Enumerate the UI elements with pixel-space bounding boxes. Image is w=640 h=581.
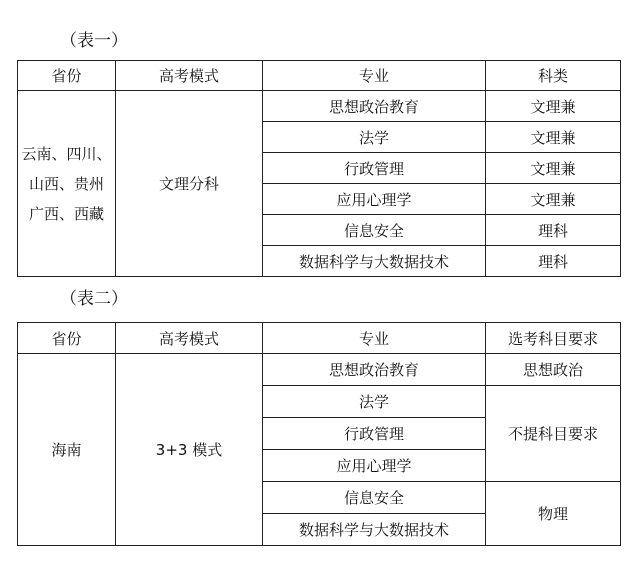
header-major: 专业 — [263, 61, 486, 91]
major-cell: 法学 — [263, 122, 486, 153]
province-line: 广西、西藏 — [28, 204, 104, 223]
category-cell: 文理兼 — [486, 153, 621, 184]
requirement-cell: 思想政治 — [486, 354, 621, 386]
table1-caption: （表一） — [60, 31, 128, 51]
header-province: 省份 — [18, 323, 116, 354]
table1 — [17, 60, 621, 277]
major-cell: 法学 — [263, 386, 486, 418]
major-cell: 行政管理 — [263, 153, 486, 184]
requirement-cell: 不提科目要求 — [486, 386, 621, 482]
exam-mode-cell: 文理分科 — [116, 91, 263, 277]
major-cell: 应用心理学 — [263, 184, 486, 215]
header-exam-mode: 高考模式 — [116, 323, 263, 354]
major-cell: 信息安全 — [263, 215, 486, 246]
major-cell: 行政管理 — [263, 418, 486, 450]
category-cell: 理科 — [486, 246, 621, 277]
major-cell: 思想政治教育 — [263, 91, 486, 122]
header-major: 专业 — [263, 323, 486, 354]
province-cell: 海南 — [18, 354, 116, 546]
province-line: 云南、四川、 — [21, 144, 112, 163]
category-cell: 文理兼 — [486, 184, 621, 215]
header-subject-requirement: 选考科目要求 — [486, 323, 621, 354]
table2-header-row — [18, 323, 621, 354]
province-line: 山西、贵州 — [28, 174, 104, 193]
table-row — [18, 354, 621, 386]
major-cell: 信息安全 — [263, 482, 486, 514]
category-cell: 理科 — [486, 215, 621, 246]
table2 — [17, 322, 621, 546]
major-cell: 应用心理学 — [263, 450, 486, 482]
major-cell: 数据科学与大数据技术 — [263, 514, 486, 546]
table1-header-row — [18, 61, 621, 91]
header-exam-mode: 高考模式 — [116, 61, 263, 91]
major-cell: 数据科学与大数据技术 — [263, 246, 486, 277]
category-cell: 文理兼 — [486, 122, 621, 153]
table-row — [18, 91, 621, 122]
header-province: 省份 — [18, 61, 116, 91]
province-cell — [18, 91, 116, 277]
exam-mode-cell: 3+3 模式 — [116, 354, 263, 546]
category-cell: 文理兼 — [486, 91, 621, 122]
major-cell: 思想政治教育 — [263, 354, 486, 386]
header-category: 科类 — [486, 61, 621, 91]
table2-caption: （表二） — [60, 289, 128, 309]
requirement-cell: 物理 — [486, 482, 621, 546]
